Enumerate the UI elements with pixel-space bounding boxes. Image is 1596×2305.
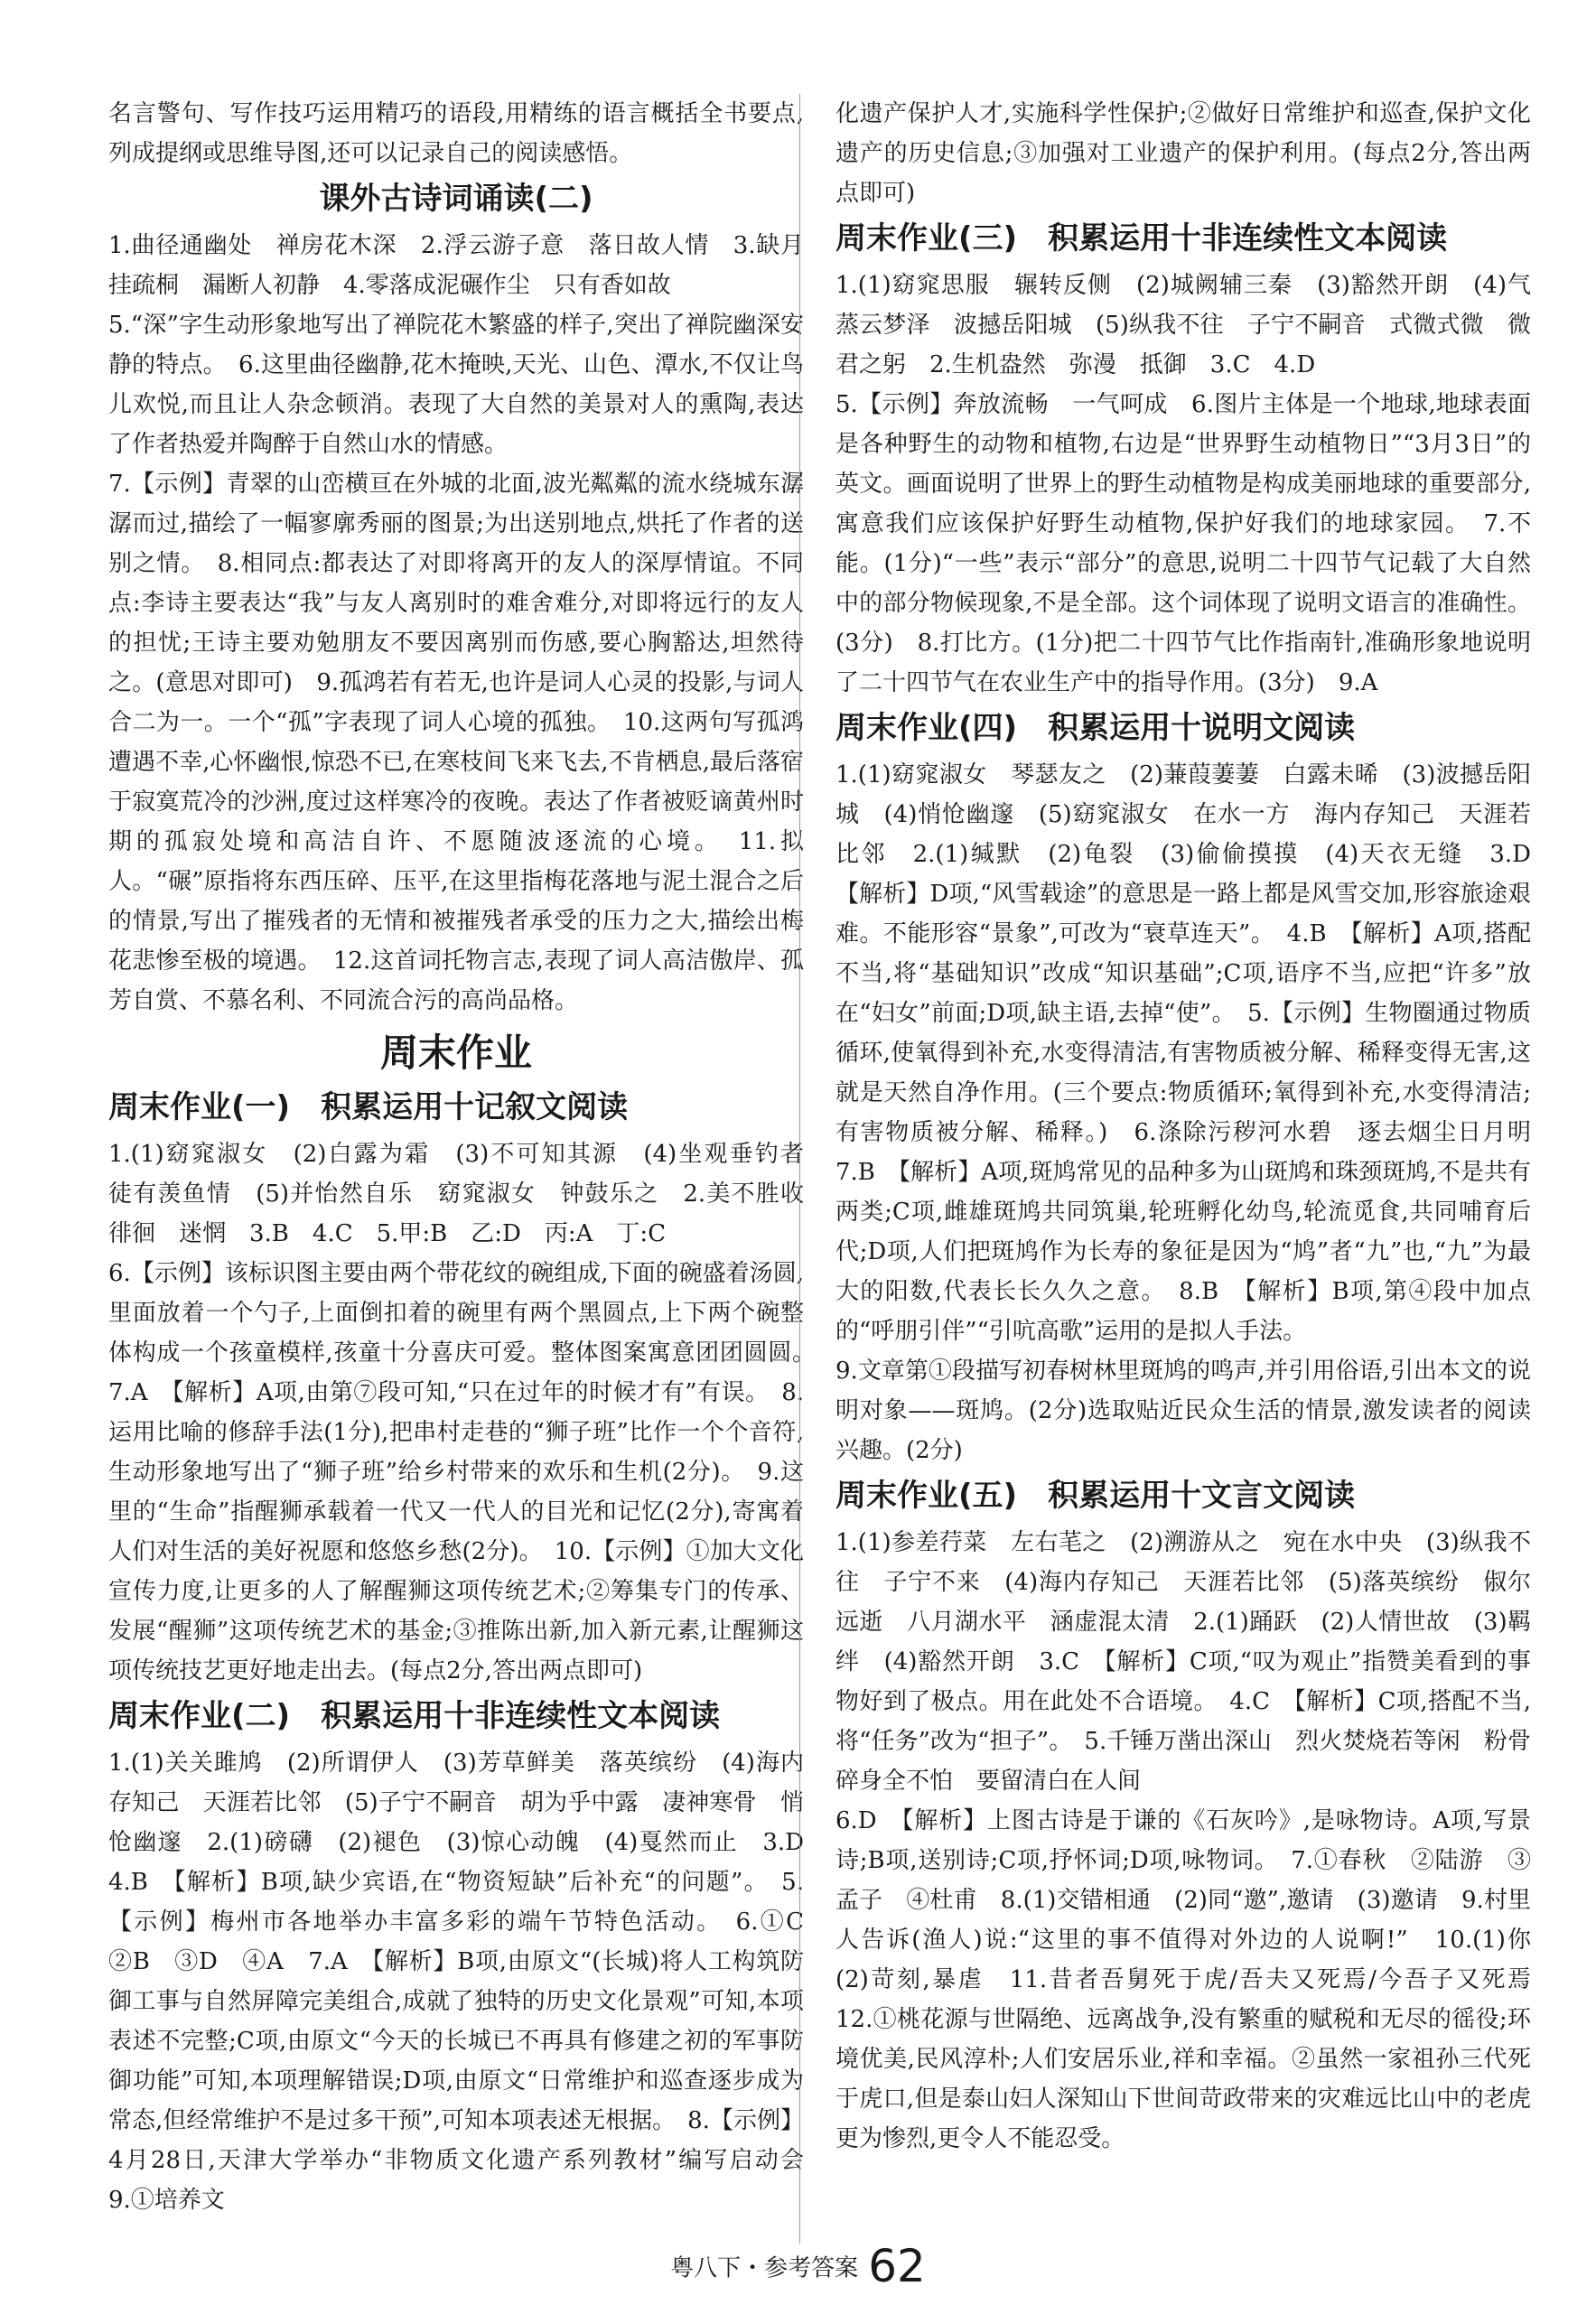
section-heading: 周末作业(二) 积累运用十非连续性文本阅读	[108, 1698, 721, 1734]
answer-paragraph: 1.曲径通幽处 禅房花木深 2.浮云游子意 落日故人情 3.缺月挂疏桐 漏断人初静 4.零落成泥碾作尘 只有香如故	[108, 232, 804, 299]
answer-paragraph: 6.D 【解析】上图古诗是于谦的《石灰吟》,是咏物诗。A项,写景诗;B项,送别诗;C项,抒怀词;D项,咏物词。 7.①春秋 ②陆游 ③孟子 ④杜甫 8.(1)交错相通 (2)同“邀”,邀请 (3)邀请 9.村里人告诉(渔人)说:“这里的事不值得对外边的人说啊!” 10.(1)你 (2)苛刻,暴虐 11.昔者吾舅死于虎/吾夫又死焉/今吾子又死焉 12.①桃花源与世隔绝、远离战争,没有繁重的赋税和无尽的徭役;环境优美,民风淳朴;人们安居乐业,祥和幸福。②虽然一家祖孙三代死于虎口,但是泰山妇人深知山下世间苛政带来的灾难远比山中的老虎更为惨烈,更令人不能忍受。	[835, 1807, 1555, 2152]
answer-paragraph: 1.(1)关关雎鸠 (2)所谓伊人 (3)芳草鲜美 落英缤纷 (4)海内存知己 天涯若比邻 (5)子宁不嗣音 胡为乎中露 凄神寒骨 悄怆幽邃 2.(1)磅礴 (2)褪色 (3)惊心动魄 (4)戛然而止 3.D 4.B 【解析】B项,缺少宾语,在“物资短缺”后补充“的问题”。 5.【示例】梅州市各地举办丰富多彩的端午节特色活动。 6.①C ②B ③D ④A 7.A 【解析】B项,由原文“(长城)将人工构筑防御工事与自然屏障完美组合,成就了独特的历史文化景观”可知,本项表述不完整;C项,由原文“今天的长城已不再具有修建之初的军事防御功能”可知,本项理解错误;D项,由原文“日常维护和巡查逐步成为常态,但经常维护不是过多干预”,可知本项表述无根据。 8.【示例】4月28日,天津大学举办“非物质文化遗产系列教材”编写启动会 9.①培养文	[108, 1750, 828, 2214]
section-heading: 课外古诗词诵读(二)	[319, 181, 593, 217]
section-heading: 周末作业(三) 积累运用十非连续性文本阅读	[835, 220, 1448, 257]
answer-paragraph: 1.(1)参差荇菜 左右芼之 (2)溯游从之 宛在水中央 (3)纵我不往 子宁不来 (4)海内存知己 天涯若比邻 (5)落英缤纷 俶尔远逝 八月湖水平 涵虚混太清 2.(1)踊跃 (2)人情世故 (3)羁绊 (4)豁然开朗 3.C 【解析】C项,“叹为观止”指赞美看到的事物好到了极点。用在此处不合语境。 4.C 【解析】C项,搭配不当,将“任务”改为“担子”。 5.千锤万凿出深山 烈火焚烧若等闲 粉骨碎身全不怕 要留清白在人间	[835, 1529, 1531, 1795]
answer-paragraph: 化遗产保护人才,实施科学性保护;②做好日常维护和巡查,保护文化遗产的历史信息;③加强对工业遗产的保护利用。(每点2分,答出两点即可)	[835, 100, 1531, 207]
answer-paragraph: 名言警句、写作技巧运用精巧的语段,用精练的语言概括全书要点,列成提纲或思维导图,还可以记录自己的阅读感悟。	[108, 100, 804, 167]
answer-paragraph: 6.【示例】该标识图主要由两个带花纹的碗组成,下面的碗盛着汤圆,里面放着一个勺子,上面倒扣着的碗里有两个黑圆点,上下两个碗整体构成一个孩童模样,孩童十分喜庆可爱。整体图案寓意团团圆圆。 7.A 【解析】A项,由第⑦段可知,“只在过年的时候才有”有误。 8.运用比喻的修辞手法(1分),把串村走巷的“狮子班”比作一个个音符,生动形象地写出了“狮子班”给乡村带来的欢乐和生机(2分)。 9.这里的“生命”指醒狮承载着一代又一代人的目光和记忆(2分),寄寓着人们对生活的美好祝愿和悠悠乡愁(2分)。 10.【示例】①加大文化宣传力度,让更多的人了解醒狮这项传统艺术;②筹集专门的传承、发展“醒狮”这项传统艺术的基金;③推陈出新,加入新元素,让醒狮这项传统技艺更好地走出去。(每点2分,答出两点即可)	[108, 1260, 828, 1684]
section-heading: 周末作业(五) 积累运用十文言文阅读	[835, 1478, 1356, 1514]
left-column	[108, 94, 828, 2253]
page-number: 62	[868, 2240, 926, 2292]
answer-paragraph: 5.【示例】奔放流畅 一气呵成 6.图片主体是一个地球,地球表面是各种野生的动物和植物,右边是“世界野生动植物日”“3月3日”的英文。画面说明了世界上的野生动植物是构成美丽地球的重要部分,寓意我们应该保护好野生动植物,保护好我们的地球家园。 7.不能。(1分)“一些”表示“部分”的意思,说明二十四节气记载了大自然中的部分物候现象,不是全部。这个词体现了说明文语言的准确性。(3分) 8.打比方。(1分)把二十四节气比作指南针,准确形象地说明了二十四节气在农业生产中的指导作用。(3分) 9.A	[835, 391, 1531, 696]
answer-paragraph: 7.【示例】青翠的山峦横亘在外城的北面,波光粼粼的流水绕城东潺潺而过,描绘了一幅寥廓秀丽的图景;为出送别地点,烘托了作者的送别之情。 8.相同点:都表达了对即将离开的友人的深厚情谊。不同点:李诗主要表达“我”与友人离别时的难舍难分,对即将远行的友人的担忧;王诗主要劝勉朋友不要因离别而伤感,要心胸豁达,坦然待之。(意思对即可) 9.孤鸿若有若无,也许是词人心灵的投影,与词人合二为一。一个“孤”字表现了词人心境的孤独。 10.这两句写孤鸿遭遇不幸,心怀幽恨,惊恐不已,在寒枝间飞来飞去,不肯栖息,最后落宿于寂寞荒冷的沙洲,度过这样寒冷的夜晚。表达了作者被贬谪黄州时期的孤寂处境和高洁自许、不愿随波逐流的心境。 11.拟人。“碾”原指将东西压碎、压平,在这里指梅花落地与泥土混合之后的情景,写出了摧残者的无情和被摧残者承受的压力之大,描绘出梅花悲惨至极的境遇。 12.这首词托物言志,表现了词人高洁傲岸、孤芳自赏、不慕名利、不同流合污的高尚品格。	[108, 471, 804, 1014]
footer-label: 粤八下・参考答案	[670, 2254, 859, 2282]
column-divider	[799, 94, 800, 2244]
answer-paragraph: 5.“深”字生动形象地写出了禅院花木繁盛的样子,突出了禅院幽深安静的特点。 6.这里曲径幽静,花木掩映,天光、山色、潭水,不仅让鸟儿欢悦,而且让人杂念顿消。表现了大自然的美景对人的熏陶,表达了作者热爱并陶醉于自然山水的情感。	[108, 312, 804, 458]
answer-paragraph: 1.(1)窈窕淑女 (2)白露为霜 (3)不可知其源 (4)坐观垂钓者 徒有羡鱼情 (5)并怡然自乐 窈窕淑女 钟鼓乐之 2.美不胜收 徘徊 迷惘 3.B 4.C 5.甲:B 乙:D 丙:A 丁:C	[108, 1141, 828, 1247]
right-column	[835, 94, 1555, 2253]
answer-paragraph: 1.(1)窈窕淑女 琴瑟友之 (2)蒹葭萋萋 白露未晞 (3)波撼岳阳城 (4)悄怆幽邃 (5)窈窕淑女 在水一方 海内存知己 天涯若比邻 2.(1)缄默 (2)龟裂 (3)偷偷摸摸 (4)天衣无缝 3.D 【解析】D项,“风雪载途”的意思是一路上都是风雪交加,形容旅途艰难。不能形容“景象”,可改为“衰草连天”。 4.B 【解析】A项,搭配不当,将“基础知识”改成“知识基础”;C项,语序不当,应把“许多”放在“妇女”前面;D项,缺主语,去掉“使”。 5.【示例】生物圈通过物质循环,使氧得到补充,水变得清洁,有害物质被分解、稀释变得无害,这就是天然自净作用。(三个要点:物质循环;氧得到补充,水变得清洁;有害物质被分解、稀释。) 6.涤除污秽河水碧 逐去烟尘日月明 7.B 【解析】A项,斑鸠常见的品种多为山斑鸠和珠颈斑鸠,不是共有两类;C项,雌雄斑鸠共同筑巢,轮班孵化幼鸟,轮流觅食,共同哺育后代;D项,人们把斑鸠作为长寿的象征是因为“鸠”者“九”也,“九”为最大的阳数,代表长长久久之意。 8.B 【解析】B项,第④段中加点的“呼朋引伴”“引吭高歌”运用的是拟人手法。	[835, 761, 1555, 1345]
page-footer	[0, 2240, 1596, 2292]
part-title: 周末作业	[379, 1031, 532, 1075]
answer-paragraph: 9.文章第①段描写初春树林里斑鸠的鸣声,并引用俗语,引出本文的说明对象——斑鸠。(2分)选取贴近民众生活的情景,激发读者的阅读兴趣。(2分)	[835, 1358, 1531, 1464]
section-heading: 周末作业(一) 积累运用十记叙文阅读	[108, 1089, 629, 1125]
answer-paragraph: 1.(1)窈窕思服 辗转反侧 (2)城阙辅三秦 (3)豁然开朗 (4)气蒸云梦泽 波撼岳阳城 (5)纵我不往 子宁不嗣音 式微式微 微君之躬 2.生机盎然 弥漫 抵御 3.C 4.D	[835, 272, 1531, 378]
section-heading: 周末作业(四) 积累运用十说明文阅读	[835, 710, 1356, 746]
